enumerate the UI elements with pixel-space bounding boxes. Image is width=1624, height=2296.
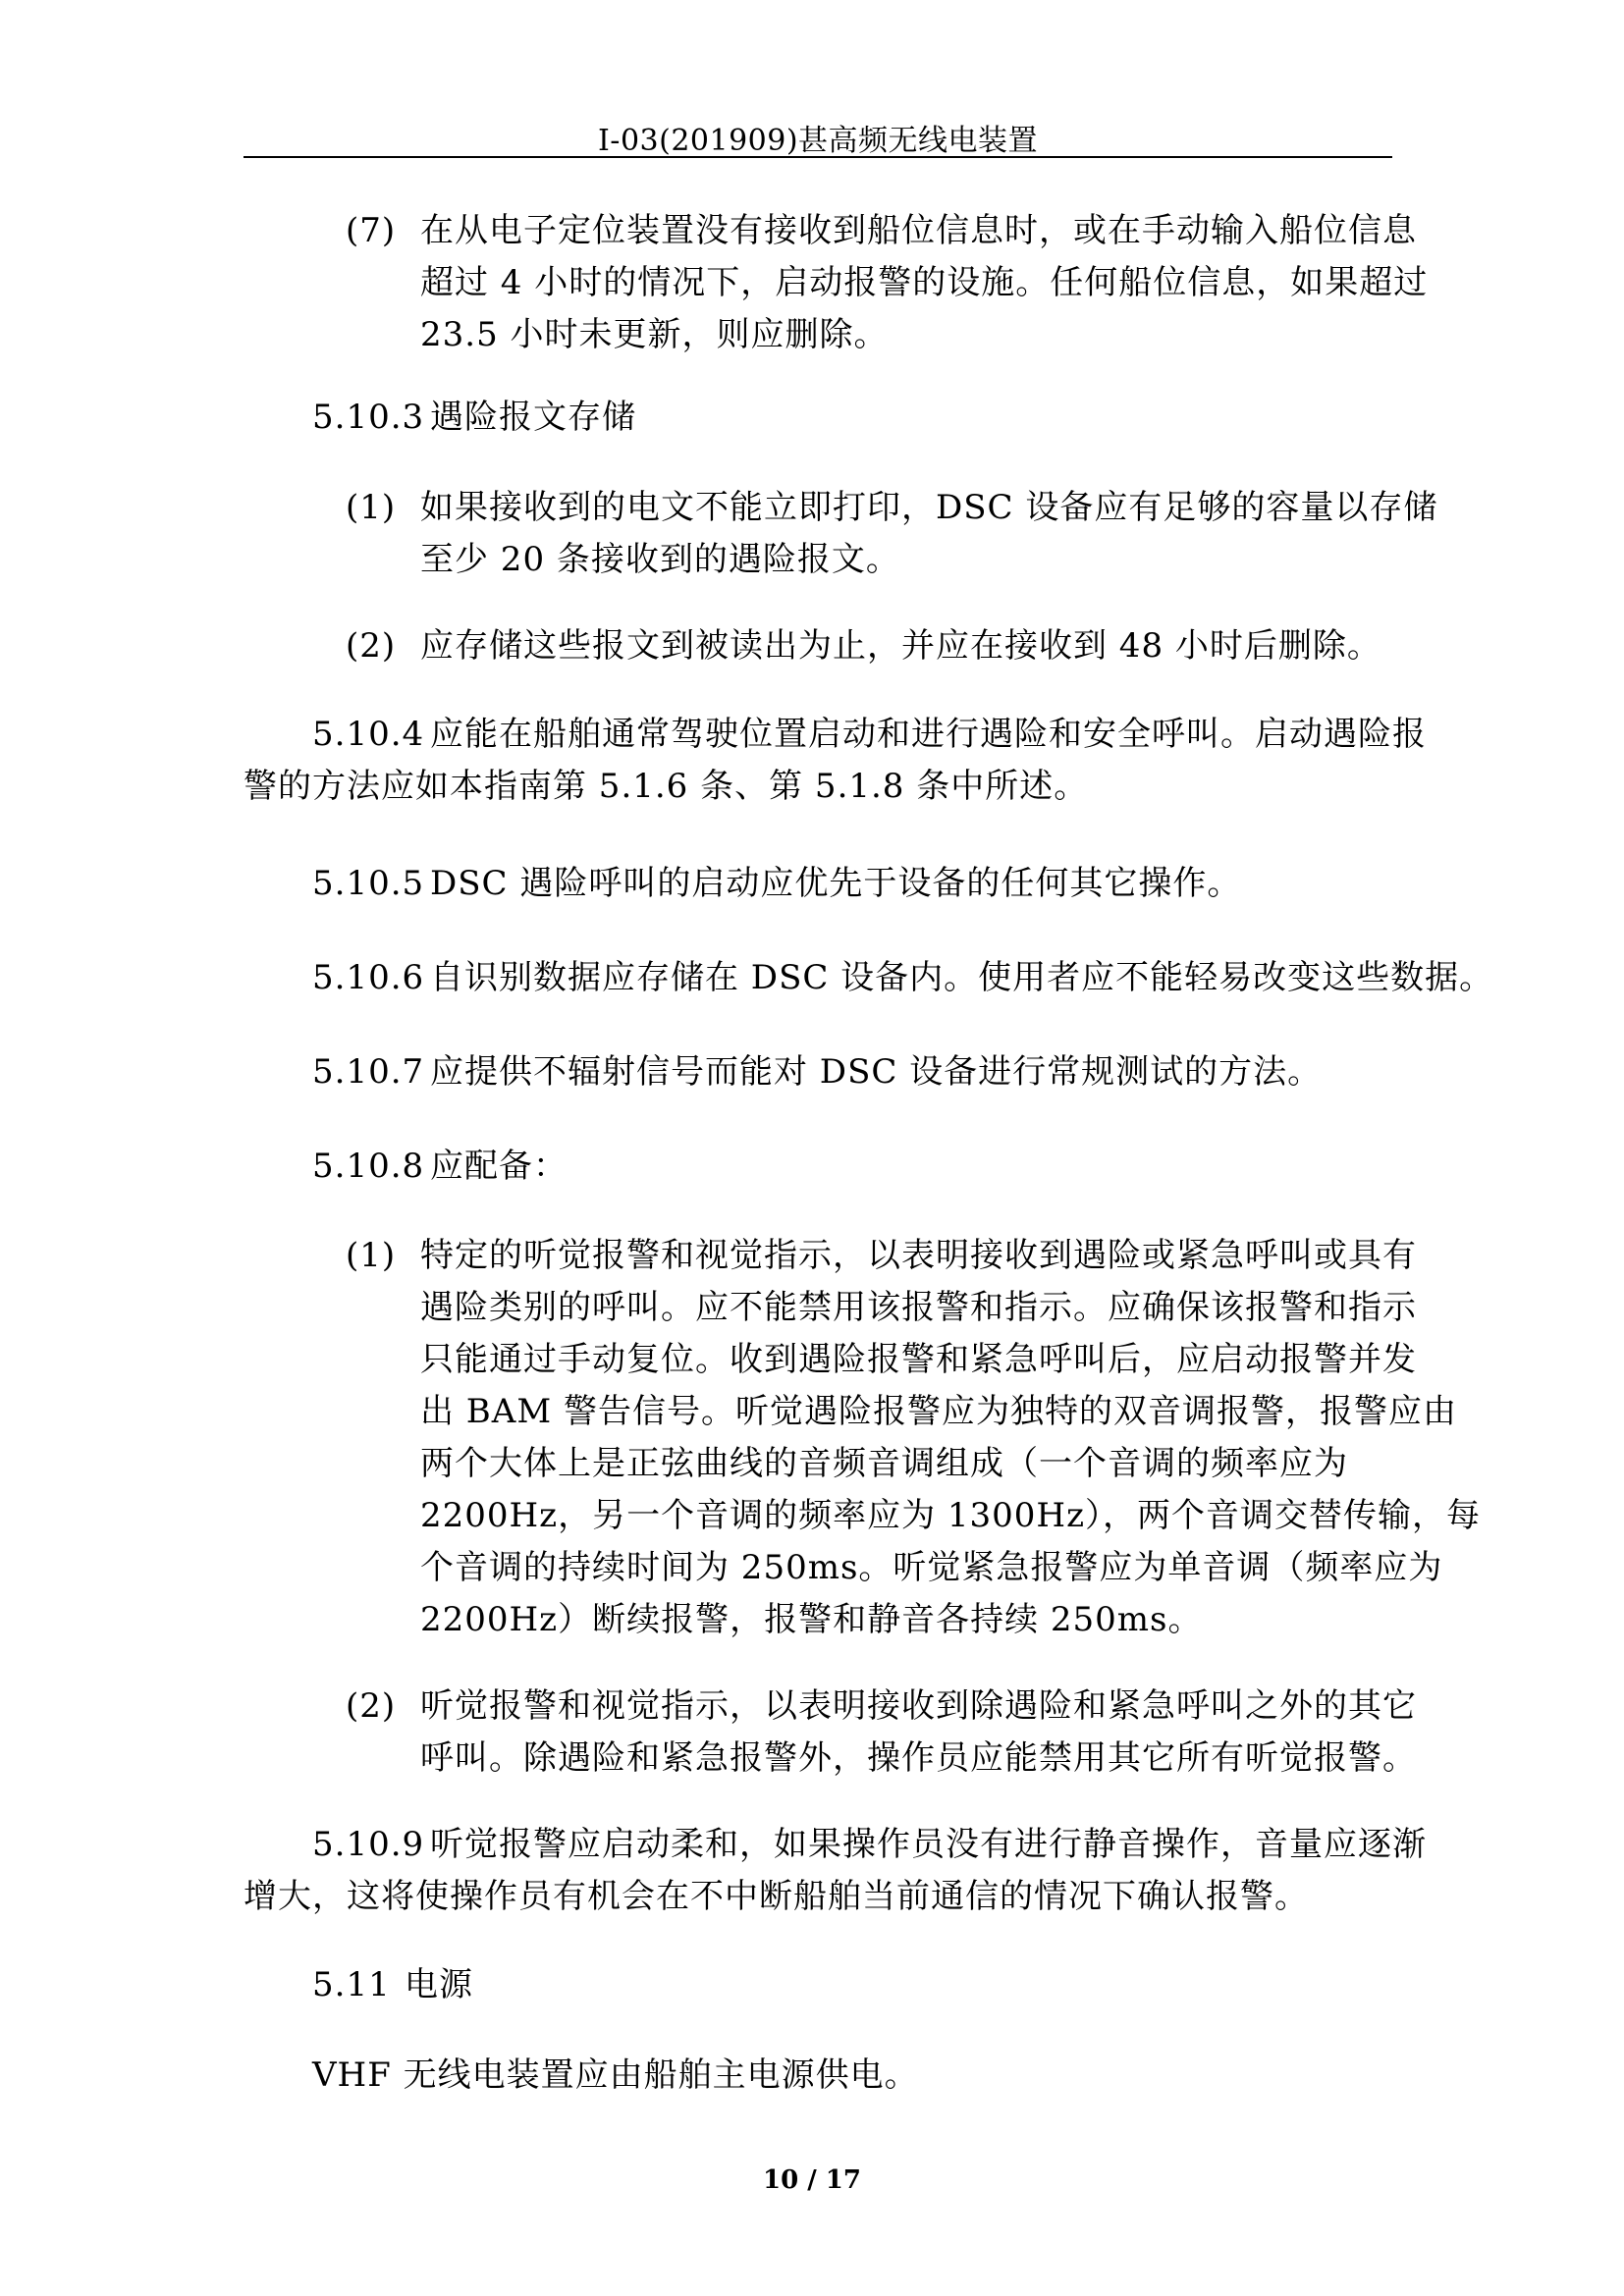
section-number: 5.10.9 [312,1825,425,1864]
section-number: 5.11 [312,1965,391,2004]
paragraph-line: 自识别数据应存储在 DSC 设备内。使用者应不能轻易改变这些数据。 [430,958,1494,997]
item-line: 如果接收到的电文不能立即打印，DSC 设备应有足够的容量以存储 [420,488,1438,527]
paragraph-line: 应能在船舶通常驾驶位置启动和进行遇险和安全呼叫。启动遇险报 [430,715,1427,754]
page-number: 10 / 17 [763,2165,861,2195]
paragraph-line: 听觉报警应启动柔和，如果操作员没有进行静音操作，音量应逐渐 [430,1825,1427,1864]
paragraph-line: 应提供不辐射信号而能对 DSC 设备进行常规测试的方法。 [430,1052,1323,1092]
section-number: 5.10.8 [312,1147,425,1186]
section-number: 5.10.6 [312,958,425,997]
item-number: (7) [346,211,397,250]
paragraph-line: DSC 遇险呼叫的启动应优先于设备的任何其它操作。 [430,864,1242,903]
item-line: 只能通过手动复位。收到遇险报警和紧急呼叫后，应启动报警并发 [420,1340,1417,1379]
section-number: 5.10.5 [312,864,425,903]
item-line: 个音调的持续时间为 250ms。听觉紧急报警应为单音调（频率应为 [420,1548,1443,1587]
item-number: (2) [346,1686,397,1726]
item-line: 遇险类别的呼叫。应不能禁用该报警和指示。应确保该报警和指示 [420,1288,1417,1327]
item-line: 听觉报警和视觉指示，以表明接收到除遇险和紧急呼叫之外的其它 [420,1686,1417,1726]
header-divider [244,156,1392,158]
item-line: 出 BAM 警告信号。听觉遇险报警应为独特的双音调报警，报警应由 [420,1392,1457,1431]
item-line: 在从电子定位装置没有接收到船位信息时，或在手动输入船位信息 [420,211,1417,250]
paragraph-line: VHF 无线电装置应由船舶主电源供电。 [312,2056,919,2095]
section-title: 遇险报文存储 [430,398,636,437]
paragraph-line: 警的方法应如本指南第 5.1.6 条、第 5.1.8 条中所述。 [244,767,1089,806]
header-title: I-03(201909)甚高频无线电装置 [597,124,1039,158]
item-line: 特定的听觉报警和视觉指示，以表明接收到遇险或紧急呼叫或具有 [420,1236,1417,1275]
item-line: 至少 20 条接收到的遇险报文。 [420,540,900,579]
item-line: 两个大体上是正弦曲线的音频音调组成（一个音调的频率应为 [420,1444,1348,1483]
item-line: 2200Hz）断续报警，报警和静音各持续 250ms。 [420,1600,1203,1639]
paragraph-line: 应配备： [430,1147,568,1186]
section-number: 5.10.3 [312,398,425,437]
item-line: 应存储这些报文到被读出为止，并应在接收到 48 小时后删除。 [420,626,1381,666]
paragraph-line: 增大，这将使操作员有机会在不中断船舶当前通信的情况下确认报警。 [244,1877,1309,1916]
item-line: 2200Hz，另一个音调的频率应为 1300Hz），两个音调交替传输，每 [420,1496,1481,1535]
section-title: 电源 [405,1965,473,2004]
item-number: (1) [346,1236,397,1275]
item-line: 超过 4 小时的情况下，启动报警的设施。任何船位信息，如果超过 [420,263,1429,302]
item-line: 呼叫。除遇险和紧急报警外，操作员应能禁用其它所有听觉报警。 [420,1738,1417,1778]
item-line: 23.5 小时未更新，则应删除。 [420,315,889,354]
section-number: 5.10.7 [312,1052,425,1092]
item-number: (1) [346,488,397,527]
item-number: (2) [346,626,397,666]
section-number: 5.10.4 [312,715,425,754]
